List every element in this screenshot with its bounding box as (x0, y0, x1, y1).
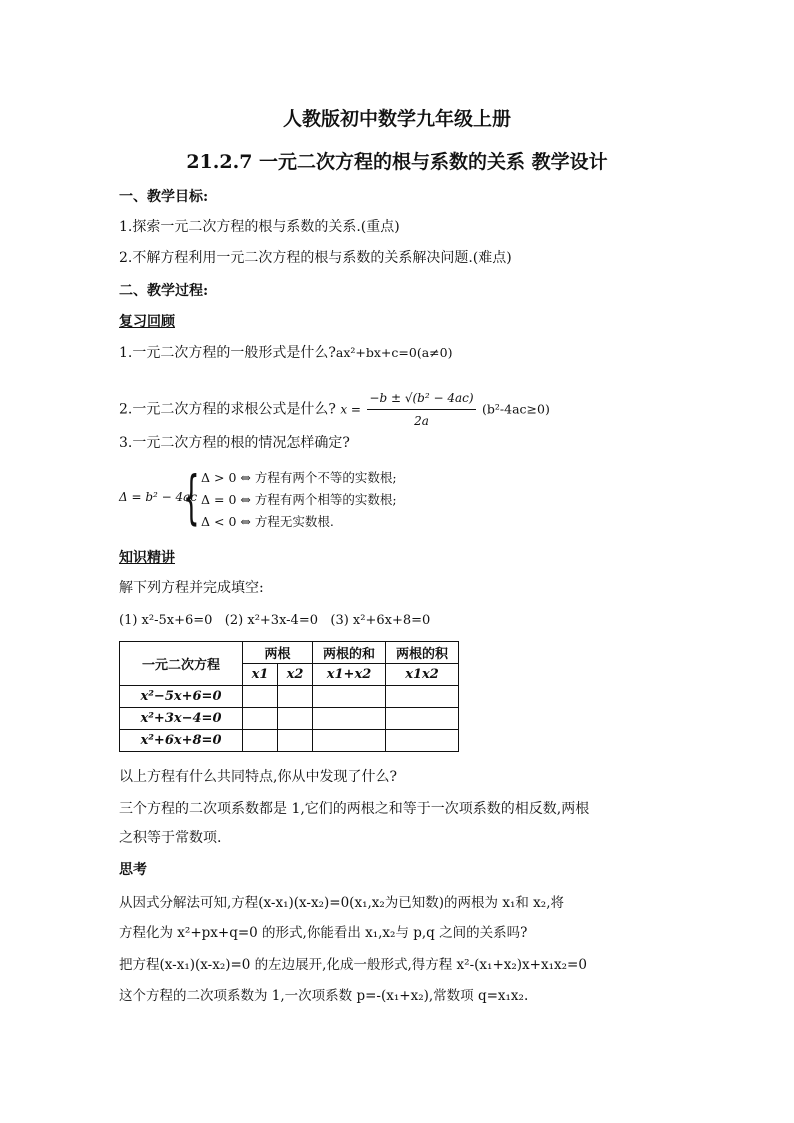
row-equation-3: x²+6x+8=0 (120, 730, 243, 752)
q2-text: 2.一元二次方程的求根公式是什么? (119, 401, 336, 418)
cell-x1 (243, 686, 278, 708)
row-equation-1: x²−5x+6=0 (120, 686, 243, 708)
case-positive: Δ > 0 ⇔ 方程有两个不等的实数根; (201, 470, 397, 485)
answer-line-1: 三个方程的二次项系数都是 1,它们的两根之和等于一次项系数的相反数,两根 (119, 801, 590, 817)
answer-line-2: 之积等于常数项. (119, 830, 222, 846)
subheader-product: x1x2 (386, 664, 459, 686)
lesson-title: 21.2.7 一元二次方程的根与系数的关系 教学设计 (186, 151, 608, 173)
think-line-2: 方程化为 x²+px+q=0 的形式,你能看出 x₁,x₂与 p,q 之间的关系吗? (119, 925, 528, 941)
review-question-1 (119, 343, 452, 363)
cell-product (386, 708, 459, 730)
left-brace: { (183, 463, 200, 531)
q1-answer: ax²+bx+c=0(a≠0) (335, 345, 453, 360)
formula-denominator: 2a (414, 414, 429, 428)
table-row (120, 708, 459, 730)
section-heading-goals: 一、教学目标: (119, 189, 209, 205)
think-line-4: 这个方程的二次项系数为 1,一次项系数 p=-(x₁+x₂),常数项 q=x₁x₂. (119, 988, 529, 1004)
case-negative: Δ < 0 ⇔ 方程无实数根. (201, 514, 334, 529)
think-heading: 思考 (119, 862, 147, 878)
cell-sum (313, 686, 386, 708)
table-row (120, 686, 459, 708)
review-heading: 复习回顾 (119, 314, 175, 330)
knowledge-heading: 知识精讲 (119, 550, 175, 566)
q2-condition: (b²-4ac≥0) (482, 401, 550, 417)
header-roots: 两根 (243, 642, 313, 664)
goal-1: 1.探索一元二次方程的根与系数的关系.(重点) (119, 219, 400, 235)
q2-formula-lhs: x = (340, 402, 361, 417)
review-question-3: 3.一元二次方程的根的情况怎样确定? (119, 435, 350, 451)
review-question-2 (119, 387, 550, 432)
section-heading-process: 二、教学过程: (119, 283, 209, 299)
formula-numerator: −b ± √(b² − 4ac) (367, 387, 475, 410)
question-text: 以上方程有什么共同特点,你从中发现了什么? (119, 769, 397, 785)
cell-x2 (278, 730, 313, 752)
subheader-sum: x1+x2 (313, 664, 386, 686)
discriminant-definition: Δ = b² − 4ac (119, 490, 198, 504)
goal-2: 2.不解方程利用一元二次方程的根与系数的关系解决问题.(难点) (119, 250, 512, 266)
discriminant-cases (119, 463, 539, 532)
cell-product (386, 686, 459, 708)
document-title: 人教版初中数学九年级上册 (282, 108, 511, 130)
cell-x2 (278, 708, 313, 730)
roots-table (119, 641, 459, 752)
think-line-3: 把方程(x-x₁)(x-x₂)=0 的左边展开,化成一般形式,得方程 x²-(x₁+x₂)x+x₁x₂=0 (119, 957, 587, 973)
q1-text: 1.一元二次方程的一般形式是什么? (119, 345, 336, 361)
header-equation: 一元二次方程 (120, 642, 243, 686)
cell-product (386, 730, 459, 752)
instruction-text: 解下列方程并完成填空: (119, 580, 264, 596)
header-sum: 两根的和 (313, 642, 386, 664)
table-header-row (120, 642, 459, 664)
subheader-x2: x2 (278, 664, 313, 686)
cell-x1 (243, 730, 278, 752)
cell-sum (313, 708, 386, 730)
think-line-1: 从因式分解法可知,方程(x-x₁)(x-x₂)=0(x₁,x₂为已知数)的两根为 x₁和 x₂,将 (119, 895, 564, 911)
cell-sum (313, 730, 386, 752)
table-row (120, 730, 459, 752)
subheader-x1: x1 (243, 664, 278, 686)
case-zero: Δ = 0 ⇔ 方程有两个相等的实数根; (201, 492, 397, 507)
row-equation-2: x²+3x−4=0 (120, 708, 243, 730)
quadratic-formula (367, 387, 475, 432)
cell-x2 (278, 686, 313, 708)
cell-x1 (243, 708, 278, 730)
equations-list: (1) x²-5x+6=0 (2) x²+3x-4=0 (3) x²+6x+8=0 (119, 613, 431, 628)
header-product: 两根的积 (386, 642, 459, 664)
